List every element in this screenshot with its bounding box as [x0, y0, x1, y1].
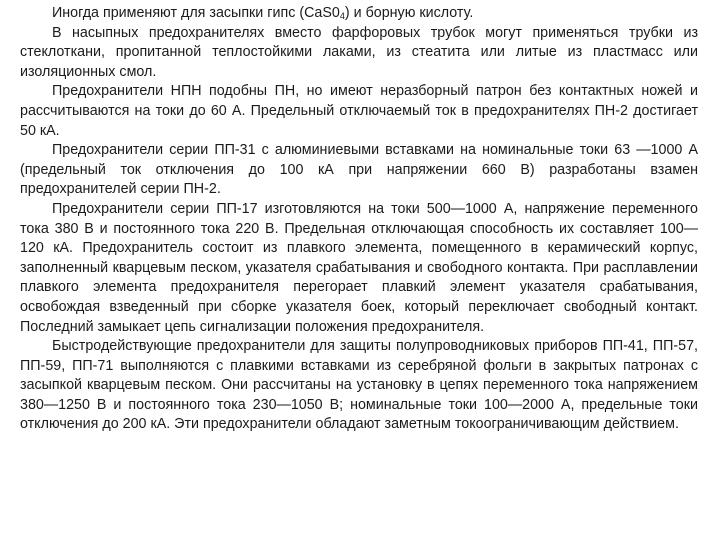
paragraph-pp17: Предохранители серии ПП-17 изготовляются на токи 500—1000 А, напряжение переменного тока 380 В и постоянного тока 220 В. Предельная отключающая способность их составляет 100—120 кА. Предохранитель состоит из плавкого элемента, помещенного в керамический корпус, заполненный кварцевым песком, указателя срабатывания и свободного контакта. При расплавлении плавкого элемента предохранителя перегорает плавкий элемент указателя срабатывания, освобождая взведенный при сборке указателя боек, который переключает свободный контакт. Последний замыкает цепь сигнализации положения предохранителя. [20, 200, 698, 335]
paragraph-tubes: В насыпных предохранителях вместо фарфоровых трубок могут применяться трубки из стеклоткани, пропитанной теплостойкими лаками, из стеатита или литые из пластмасс или изоляционных смол. [20, 24, 698, 80]
document-page [20, 4, 698, 435]
formula-subscript: 4 [339, 11, 345, 21]
paragraph-filler-text: Иногда применяют для засыпки гипс (CaS0 [52, 5, 340, 21]
paragraph-filler-text-end: ) и борную кислоту. [344, 5, 474, 21]
paragraph-filler [20, 4, 698, 24]
paragraph-npn: Предохранители НПН подобны ПН, но имеют неразборный патрон без контактных ножей и рассчитываются на токи до 60 А. Предельный отключаемый ток в предохранителях ПН-2 достигает 50 кА. [20, 83, 698, 139]
paragraph-fast-acting: Быстродействующие предохранители для защиты полупроводниковых приборов ПП-41, ПП-57, ПП-59, ПП-71 выполняются с плавкими вставками из серебряной фольги в закрытых патронах с засыпкой кварцевым песком. Они рассчитаны на установку в цепях переменного тока напряжением 380—1250 В и постоянного тока 230—1050 В; номинальные токи 100—2000 А, предельные токи отключения до 200 кА. Эти предохранители обладают заметным токоограничивающим действием. [20, 338, 698, 433]
paragraph-pp31: Предохранители серии ПП-31 с алюминиевыми вставками на номинальные токи 63 —1000 А (предельный ток отключения до 100 кА при напряжении 660 В) разработаны взамен предохранителей серии ПН-2. [20, 142, 698, 198]
